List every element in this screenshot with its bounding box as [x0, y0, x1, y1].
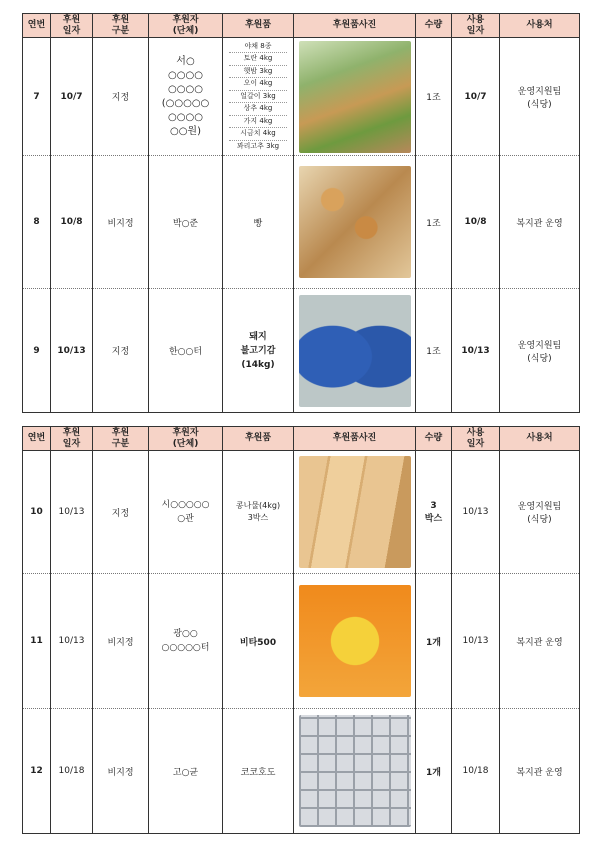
row-use-place: 복지관 운영 [500, 156, 580, 289]
item-entry: 야채 8종 [229, 41, 287, 54]
table-row [23, 574, 580, 709]
header-date: 후원 일자 [51, 427, 93, 451]
row-donor: 시○○○○○ ○관 [149, 451, 223, 574]
row-qty: 1개 [416, 574, 452, 709]
row-date: 10/7 [51, 38, 93, 156]
table-header-row [23, 427, 580, 451]
row-date: 10/8 [51, 156, 93, 289]
table-row [23, 38, 580, 156]
row-no: 9 [23, 289, 51, 413]
header-type: 후원 구분 [93, 427, 149, 451]
row-type: 지정 [93, 289, 149, 413]
header-qty: 수량 [416, 14, 452, 38]
row-type: 비지정 [93, 574, 149, 709]
row-qty: 1개 [416, 709, 452, 834]
row-photo-cell [294, 289, 416, 413]
table-row [23, 156, 580, 289]
header-item: 후원품 [223, 14, 294, 38]
row-photo-cell [294, 38, 416, 156]
table-row [23, 451, 580, 574]
item-entry: 오이 4kg [229, 78, 287, 91]
row-date: 10/13 [51, 451, 93, 574]
row-item-list [223, 38, 294, 156]
row-use-date: 10/18 [452, 709, 500, 834]
row-date: 10/13 [51, 574, 93, 709]
row-photo-cell [294, 574, 416, 709]
row-no: 7 [23, 38, 51, 156]
donation-table-2 [22, 426, 580, 834]
row-use-place: 운영지원팀 (식당) [500, 451, 580, 574]
row-qty: 3 박스 [416, 451, 452, 574]
row-donor: 고○균 [149, 709, 223, 834]
row-photo-cell [294, 156, 416, 289]
header-date: 후원 일자 [51, 14, 93, 38]
header-photo: 후원품사진 [294, 427, 416, 451]
row-use-date: 10/13 [452, 574, 500, 709]
row-use-date: 10/13 [452, 289, 500, 413]
row-use-place: 복지관 운영 [500, 709, 580, 834]
row-no: 10 [23, 451, 51, 574]
row-use-date: 10/8 [452, 156, 500, 289]
row-qty: 1조 [416, 38, 452, 156]
cookies-photo [299, 715, 411, 827]
row-item: 돼지 불고기감 (14kg) [223, 289, 294, 413]
donation-table-1 [22, 13, 580, 413]
row-type: 지정 [93, 451, 149, 574]
row-date: 10/13 [51, 289, 93, 413]
bread-photo [299, 166, 411, 278]
row-no: 11 [23, 574, 51, 709]
header-photo: 후원품사진 [294, 14, 416, 38]
row-use-place: 운영지원팀 (식당) [500, 38, 580, 156]
row-item: 비타500 [223, 574, 294, 709]
boxes-photo [299, 456, 411, 568]
row-type: 비지정 [93, 156, 149, 289]
row-donor: 한○○터 [149, 289, 223, 413]
row-donor: 서○ ○○○○ ○○○○ (○○○○○ ○○○○ ○○원) [149, 38, 223, 156]
row-donor: 박○준 [149, 156, 223, 289]
meat-bags-photo [299, 295, 411, 407]
header-use-date: 사용 일자 [452, 14, 500, 38]
item-entry: 시금치 4kg [229, 128, 287, 141]
row-donor: 광○○ ○○○○○터 [149, 574, 223, 709]
row-use-place: 운영지원팀 (식당) [500, 289, 580, 413]
row-photo-cell [294, 709, 416, 834]
row-no: 12 [23, 709, 51, 834]
row-date: 10/18 [51, 709, 93, 834]
row-qty: 1조 [416, 156, 452, 289]
item-entry: 가지 4kg [229, 116, 287, 129]
item-entry: 얼갈이 3kg [229, 91, 287, 104]
item-entry: 꽈리고추 3kg [236, 141, 280, 150]
row-type: 지정 [93, 38, 149, 156]
table-row [23, 709, 580, 834]
table-header-row [23, 14, 580, 38]
header-no: 연번 [23, 427, 51, 451]
header-item: 후원품 [223, 427, 294, 451]
header-donor: 후원자 (단체) [149, 427, 223, 451]
header-donor: 후원자 (단체) [149, 14, 223, 38]
row-use-date: 10/13 [452, 451, 500, 574]
item-entry: 상추 4kg [229, 103, 287, 116]
row-qty: 1조 [416, 289, 452, 413]
header-use-place: 사용처 [500, 14, 580, 38]
header-use-date: 사용 일자 [452, 427, 500, 451]
header-no: 연번 [23, 14, 51, 38]
vegetables-photo [299, 41, 411, 153]
header-type: 후원 구분 [93, 14, 149, 38]
row-photo-cell [294, 451, 416, 574]
row-item: 빵 [223, 156, 294, 289]
row-no: 8 [23, 156, 51, 289]
row-item: 코코호도 [223, 709, 294, 834]
row-type: 비지정 [93, 709, 149, 834]
row-use-date: 10/7 [452, 38, 500, 156]
header-use-place: 사용처 [500, 427, 580, 451]
item-entry: 햇밤 3kg [229, 66, 287, 79]
item-entry: 토란 4kg [229, 53, 287, 66]
table-row [23, 289, 580, 413]
vita500-photo [299, 585, 411, 697]
row-use-place: 복지관 운영 [500, 574, 580, 709]
header-qty: 수량 [416, 427, 452, 451]
row-item: 콩나물(4kg) 3박스 [223, 451, 294, 574]
